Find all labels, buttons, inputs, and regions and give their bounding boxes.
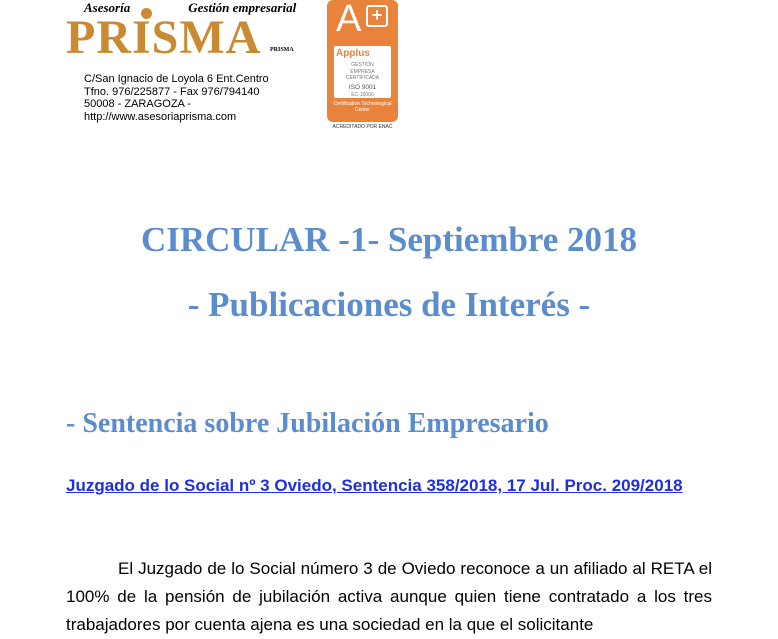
tagline-right: Gestión empresarial [188, 0, 297, 15]
section-heading: - Sentencia sobre Jubilación Empresario [66, 408, 549, 439]
court-reference-text[interactable]: Juzgado de lo Social nº 3 Oviedo, Sentencia 358/2018, 17 Jul. Proc. 209/2018 [66, 476, 683, 495]
badge-fine-text: EMPRESA CERTIFICADA [345, 69, 380, 81]
court-reference-link[interactable] [66, 472, 712, 500]
badge-fine-text: GESTIÓN [351, 62, 374, 68]
logo-small-text: PRISMA [270, 47, 294, 53]
body-paragraph: El Juzgado de lo Social número 3 de Oviedo reconoce a un afiliado al RETA el 100% de la pensión de jubilación activa aunque quien tiene contratado a los tres trabajadores por cuenta ajena es una sociedad en la que el solicitante [66, 559, 712, 634]
address-line: http://www.asesoriaprisma.com [84, 110, 237, 123]
badge-plus-icon: + [366, 5, 388, 27]
company-address [84, 73, 269, 123]
address-line: Tfno. 976/225877 - Fax 976/794140 [84, 85, 260, 98]
tagline-left: Asesoría [84, 0, 131, 15]
badge-cert-text: Certification Technological Center [333, 101, 392, 113]
prisma-logo [62, 0, 302, 70]
logo-wordmark: PRISMA [66, 11, 262, 64]
badge-iso: ISO 9001 [348, 84, 377, 91]
badge-fine-text: EC-10000 [351, 92, 374, 98]
badge-grade: A [336, 0, 362, 40]
certification-badge [327, 0, 398, 134]
address-line: 50008 - ZARAGOZA - [84, 98, 191, 110]
circular-subtitle: - Publicaciones de Interés - [187, 285, 591, 324]
address-line: C/San Ignacio de Loyola 6 Ent.Centro [84, 73, 269, 85]
badge-brand: Applus [336, 48, 370, 59]
circular-title: CIRCULAR -1- Septiembre 2018 [140, 220, 638, 259]
badge-accredited: ACREDITADO POR ENAC [332, 124, 393, 130]
